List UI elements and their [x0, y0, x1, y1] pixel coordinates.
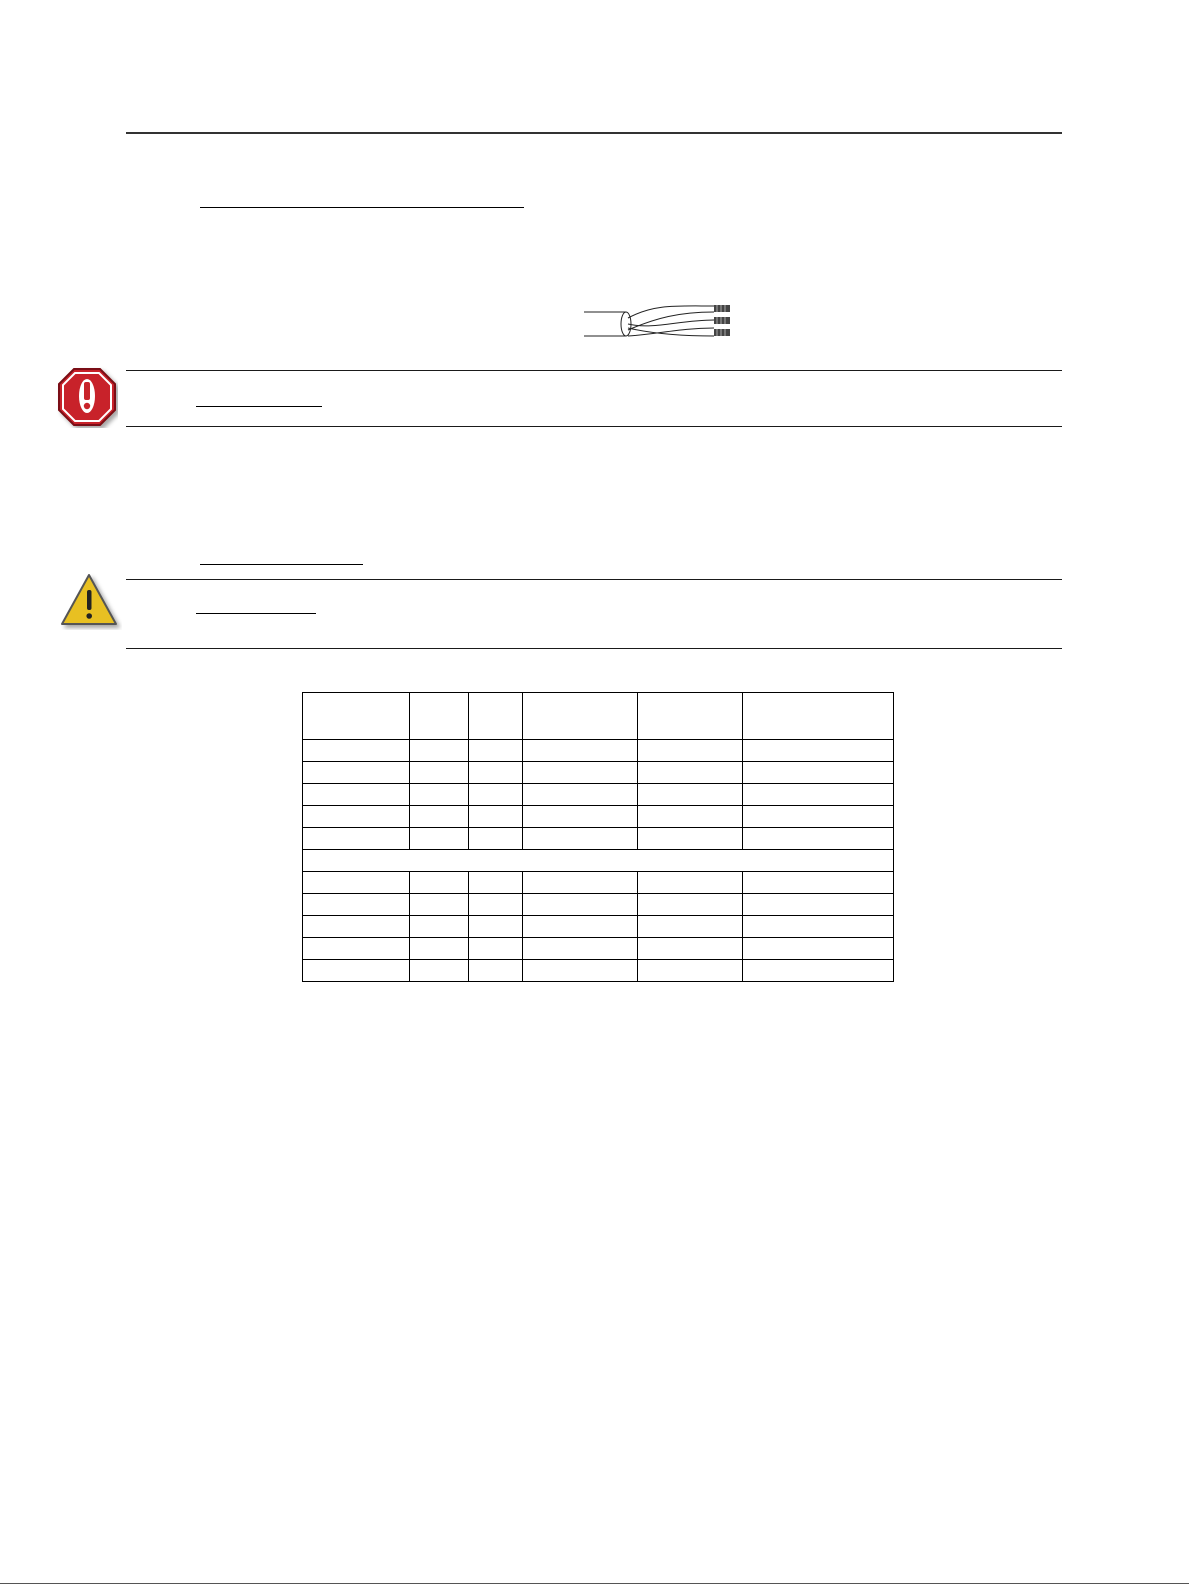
table-header-cell — [410, 693, 469, 740]
table-cell — [469, 938, 523, 960]
table-header-cell — [303, 693, 410, 740]
table-cell — [469, 828, 523, 850]
table-cell — [303, 960, 410, 982]
table-cell — [638, 784, 743, 806]
table-cell — [303, 784, 410, 806]
table-header-row — [303, 693, 894, 740]
table-cell — [743, 762, 894, 784]
table-cell — [469, 872, 523, 894]
table-cell — [303, 762, 410, 784]
table-cell — [743, 916, 894, 938]
table-header-cell — [743, 693, 894, 740]
table-cell — [469, 916, 523, 938]
table-header-cell — [638, 693, 743, 740]
table-cell — [303, 806, 410, 828]
caution-triangle-icon — [60, 572, 122, 630]
header-rule — [126, 132, 1062, 134]
table-row — [303, 872, 894, 894]
section-heading-2 — [200, 546, 363, 564]
specification-table — [302, 692, 894, 982]
table-cell — [743, 806, 894, 828]
table-cell — [523, 894, 638, 916]
table-cell — [638, 740, 743, 762]
table-cell — [410, 894, 469, 916]
table-spanning-cell — [303, 850, 894, 872]
caution-label-underline — [196, 613, 316, 614]
table-cell — [638, 872, 743, 894]
table-cell — [303, 872, 410, 894]
table-cell — [410, 872, 469, 894]
table-cell — [523, 938, 638, 960]
table-row — [303, 740, 894, 762]
table-cell — [523, 960, 638, 982]
table-cell — [303, 916, 410, 938]
table-cell — [469, 784, 523, 806]
table-cell — [410, 762, 469, 784]
table-cell — [638, 762, 743, 784]
table-cell — [303, 938, 410, 960]
table-spanning-row — [303, 850, 894, 872]
table-cell — [743, 872, 894, 894]
stop-warning-icon — [56, 366, 118, 428]
table-row — [303, 806, 894, 828]
table-row — [303, 938, 894, 960]
table-cell — [523, 784, 638, 806]
table-cell — [743, 828, 894, 850]
table-cell — [469, 806, 523, 828]
table-cell — [743, 740, 894, 762]
table-cell — [523, 916, 638, 938]
section-heading-2-underline — [200, 564, 363, 565]
table-cell — [638, 938, 743, 960]
table-cell — [638, 916, 743, 938]
warning-label-underline — [196, 406, 322, 407]
table-cell — [638, 960, 743, 982]
table-cell — [523, 872, 638, 894]
warning-label — [196, 388, 322, 406]
table-cell — [303, 828, 410, 850]
three-conductor-cable-icon — [584, 300, 739, 342]
table-cell — [410, 740, 469, 762]
table-cell — [303, 894, 410, 916]
table-cell — [743, 938, 894, 960]
section-heading-1-underline — [200, 207, 524, 208]
table-cell — [523, 828, 638, 850]
table-cell — [410, 806, 469, 828]
table-cell — [303, 740, 410, 762]
table-cell — [523, 806, 638, 828]
table-cell — [410, 916, 469, 938]
table-row — [303, 916, 894, 938]
table-cell — [469, 740, 523, 762]
table-row — [303, 828, 894, 850]
table-cell — [638, 828, 743, 850]
table-cell — [410, 938, 469, 960]
table-cell — [638, 894, 743, 916]
table-cell — [523, 740, 638, 762]
table-cell — [743, 784, 894, 806]
caution-rule-top — [126, 579, 1062, 580]
warning-rule-bottom — [126, 426, 1062, 427]
table-cell — [469, 960, 523, 982]
table-row — [303, 960, 894, 982]
table-cell — [469, 762, 523, 784]
table-row — [303, 784, 894, 806]
table-row — [303, 894, 894, 916]
section-heading-1 — [200, 190, 524, 208]
table-cell — [638, 806, 743, 828]
caution-rule-bottom — [126, 648, 1062, 649]
table-cell — [743, 894, 894, 916]
caution-label — [196, 596, 316, 614]
warning-rule-top — [126, 370, 1062, 371]
table-cell — [410, 784, 469, 806]
table-cell — [523, 762, 638, 784]
table-header-cell — [469, 693, 523, 740]
table-cell — [410, 960, 469, 982]
table-row — [303, 762, 894, 784]
table-cell — [743, 960, 894, 982]
table-cell — [469, 894, 523, 916]
table-cell — [410, 828, 469, 850]
page-bottom-rule — [0, 1583, 1189, 1584]
table-header-cell — [523, 693, 638, 740]
